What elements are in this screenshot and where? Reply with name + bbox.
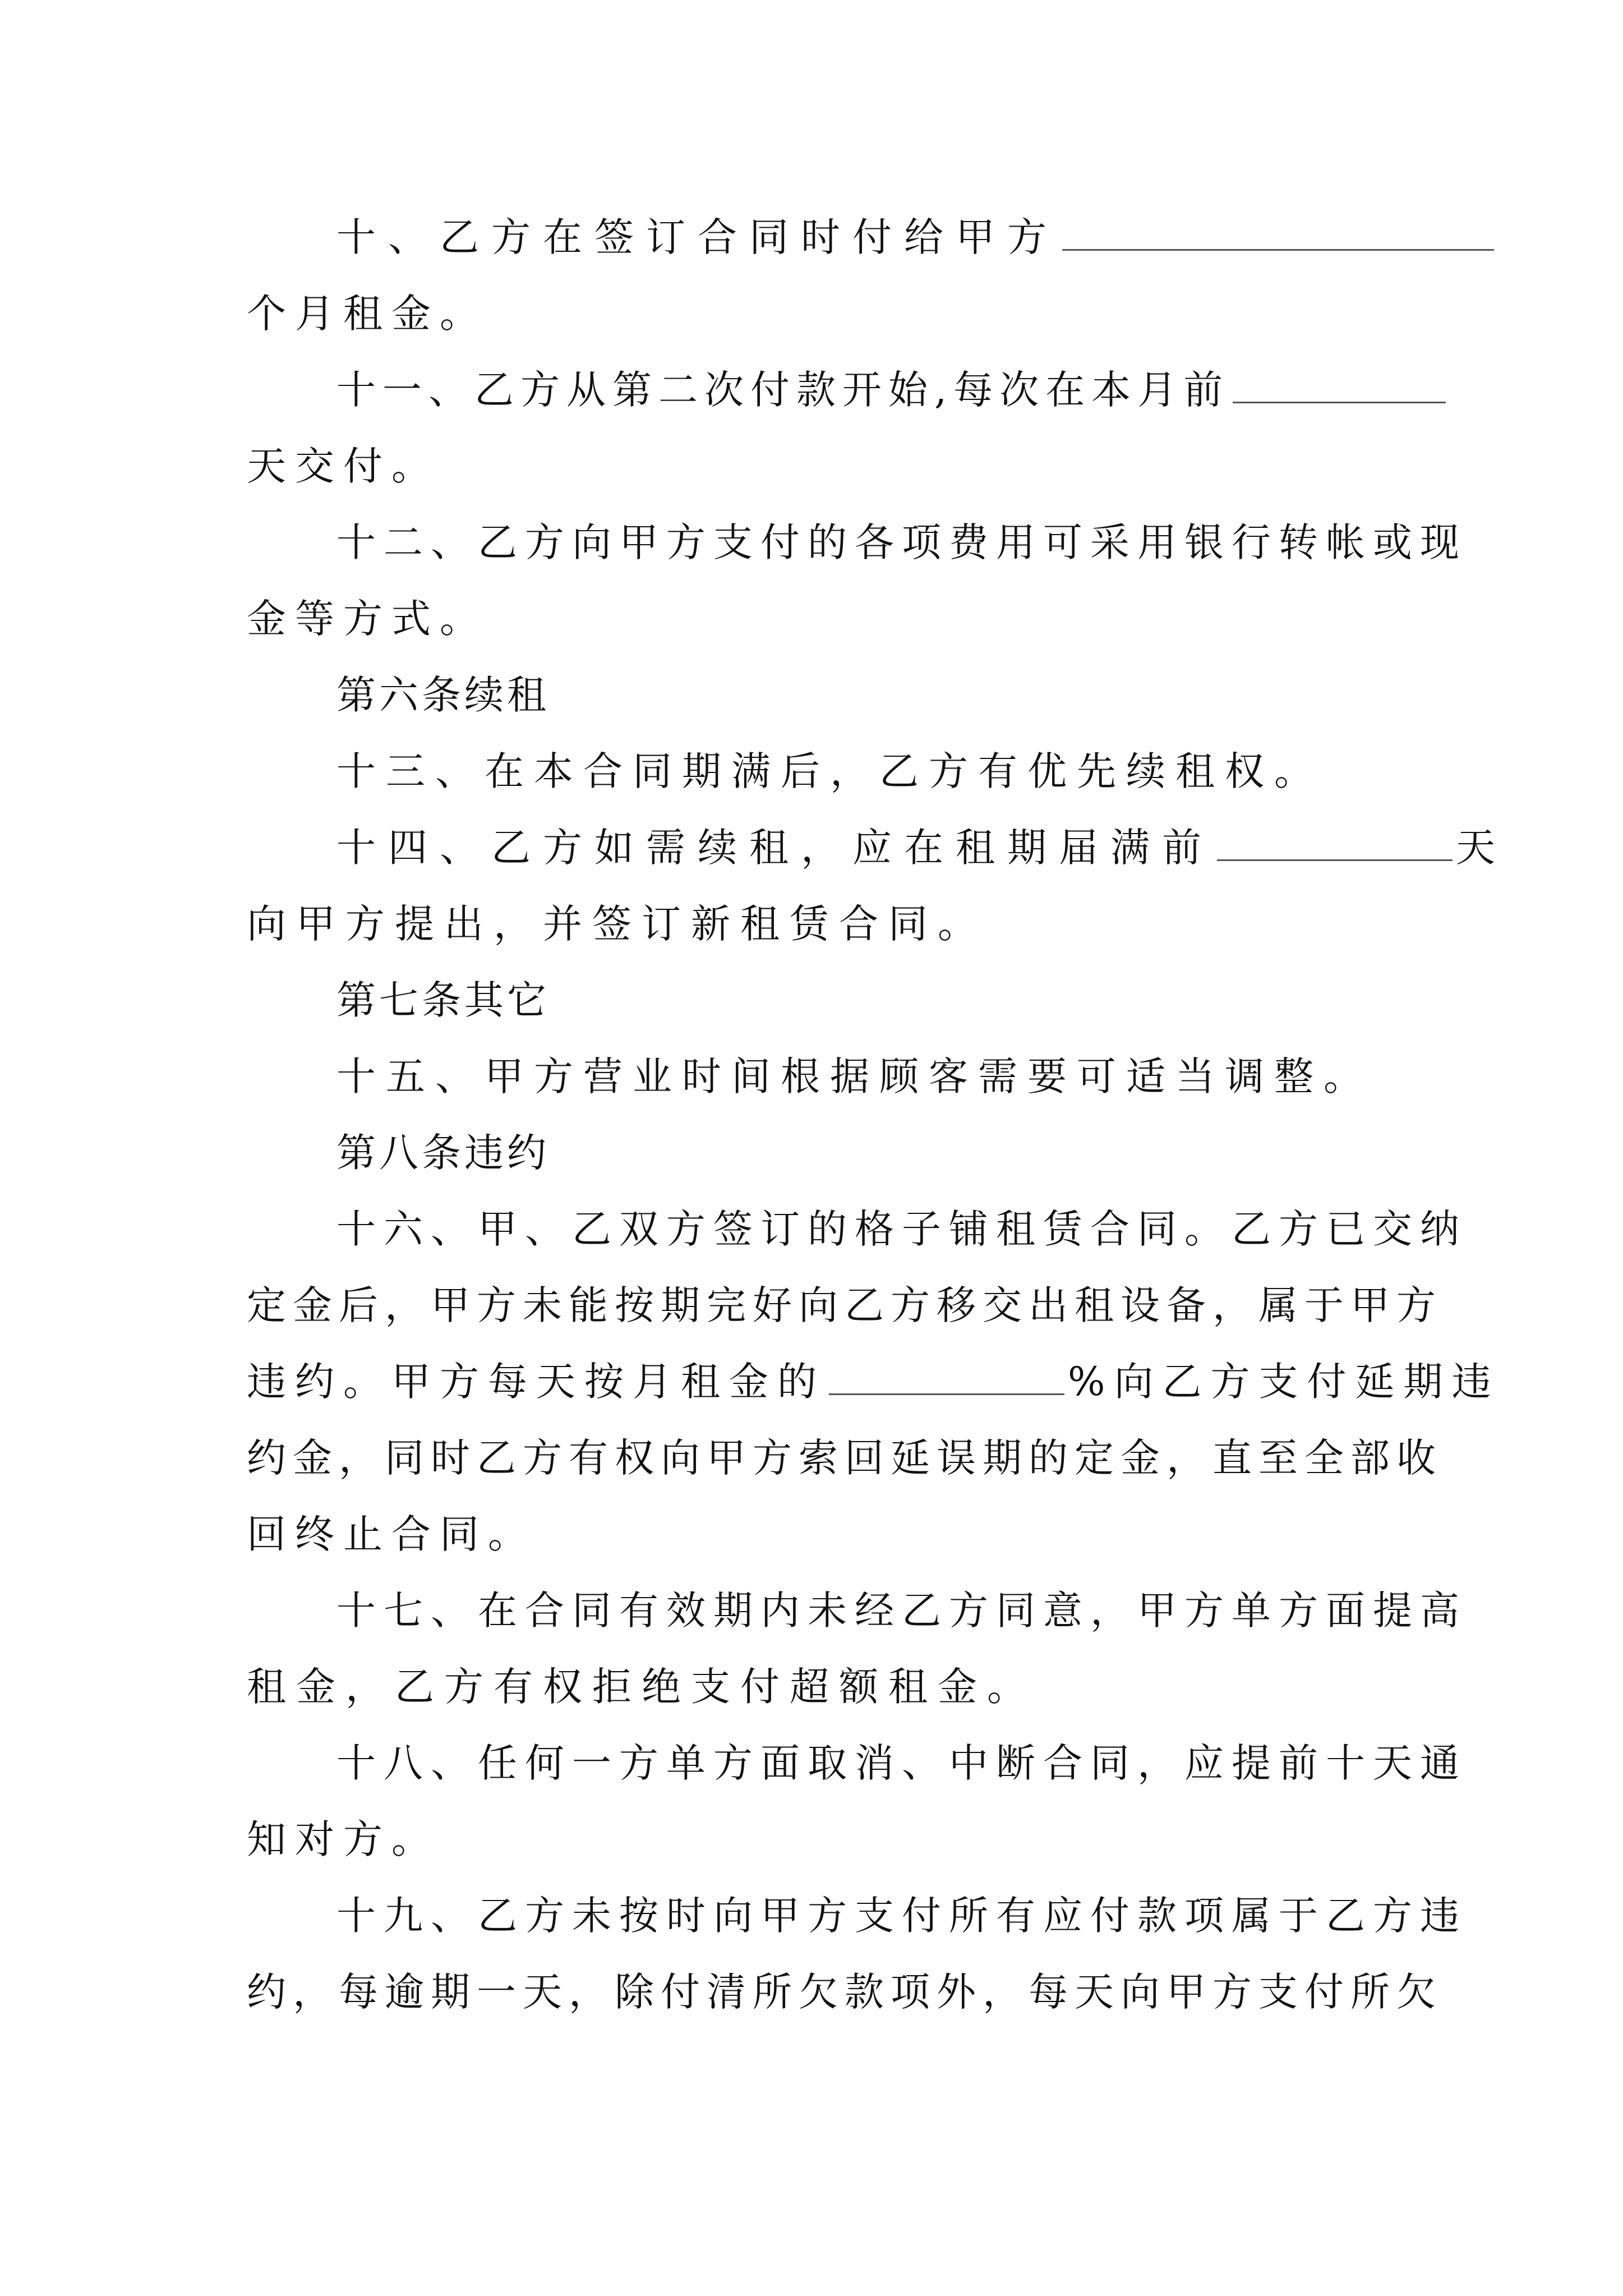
clause-18-line-1: 十八、任何一方单方面取消、中断合同，应提前十天通	[336, 1740, 1467, 1786]
clause-10-text: 十、乙方在签订合同时付给甲方	[336, 214, 1059, 260]
clause-10-line-2: 个月租金。	[247, 291, 488, 337]
clause-17-line-1: 十七、在合同有效期内未经乙方同意，甲方单方面提高	[336, 1588, 1467, 1634]
clause-16-text-a: 违约。甲方每天按月租金的	[247, 1359, 826, 1405]
clause-13-line: 十三、在本合同期满后，乙方有优先续租权。	[336, 748, 1324, 794]
clause-16-line-2: 定金后，甲方未能按期完好向乙方移交出租设备，属于甲方	[247, 1282, 1442, 1328]
article-8-heading: 第八条违约	[336, 1130, 550, 1176]
clause-16-text-b: %向乙方支付延期违	[1068, 1359, 1500, 1405]
blank-fill-field[interactable]	[829, 1359, 1064, 1395]
clause-19-line-1: 十九、乙方未按时向甲方支付所有应付款项属于乙方违	[336, 1893, 1467, 1939]
clause-14-text: 十四、乙方如需续租，应在租期届满前	[336, 825, 1214, 871]
clause-11-text: 十一、乙方从第二次付款开始,每次在本月前	[336, 367, 1230, 413]
clause-14-line-1	[247, 809, 1507, 886]
clause-16-line-5: 回终止合同。	[247, 1511, 536, 1557]
blank-fill-field[interactable]	[1217, 825, 1453, 861]
clause-14-line-2: 向甲方提出，并签订新租赁合同。	[247, 901, 987, 947]
clause-15-line: 十五、甲方营业时间根据顾客需要可适当调整。	[336, 1053, 1373, 1099]
clause-19-line-2: 约，每逾期一天，除付清所欠款项外，每天向甲方支付所欠	[247, 1969, 1442, 2015]
contract-body	[247, 199, 1507, 2030]
clause-16-line-4: 约金，同时乙方有权向甲方索回延误期的定金，直至全部收	[247, 1435, 1442, 1481]
clause-18-line-2: 知对方。	[247, 1816, 440, 1862]
clause-10-line-1	[247, 199, 1385, 275]
clause-16-line-3	[247, 1343, 1500, 1420]
blank-fill-field[interactable]	[1062, 214, 1494, 251]
clause-12-line-1: 十二、乙方向甲方支付的各项费用可采用银行转帐或现	[336, 519, 1467, 565]
clause-11-line-1	[247, 352, 1385, 428]
clause-16-line-1: 十六、甲、乙双方签订的格子铺租赁合同。乙方已交纳	[336, 1206, 1467, 1252]
blank-fill-field[interactable]	[1233, 367, 1446, 403]
clause-11-line-2: 天交付。	[247, 443, 440, 489]
clause-17-line-2: 租金，乙方有权拒绝支付超额租金。	[247, 1664, 1036, 1710]
clause-12-line-2: 金等方式。	[247, 596, 488, 642]
article-7-heading: 第七条其它	[336, 977, 550, 1023]
article-6-heading: 第六条续租	[336, 672, 550, 718]
clause-14-text-end: 天	[1456, 825, 1507, 871]
